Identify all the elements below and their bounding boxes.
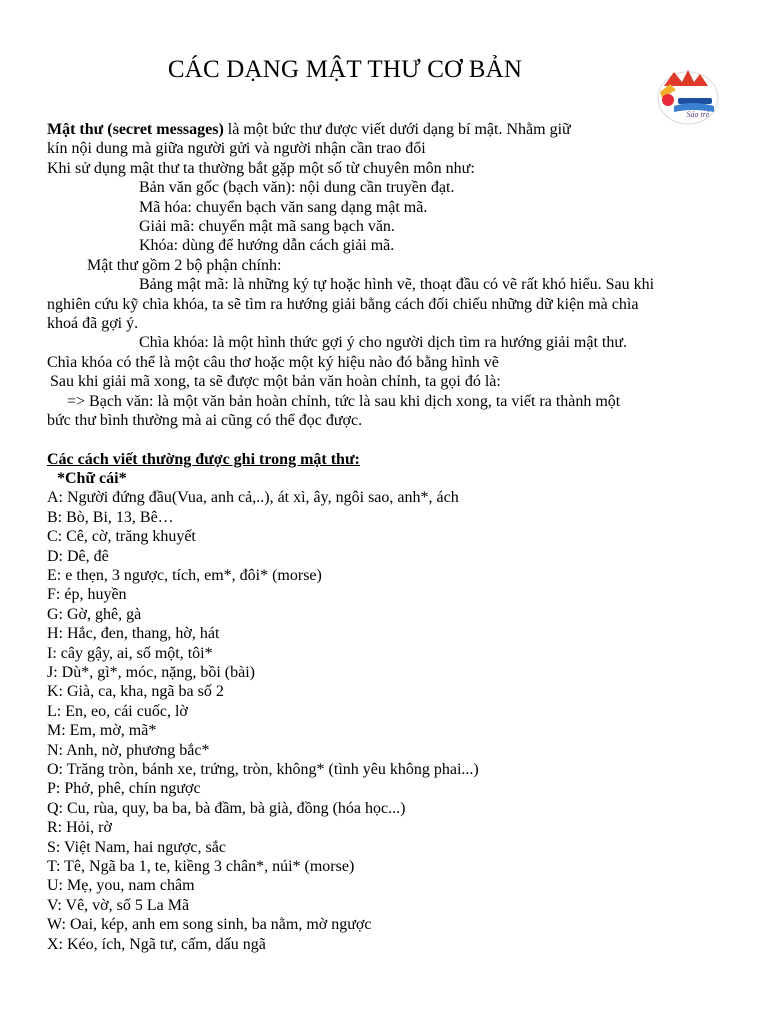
list-item: I: cây gậy, ai, số một, tôi* [47, 644, 213, 662]
intro-line-1: Mật thư (secret messages) là một bức thư được viết dưới dạng bí mật. Nhằm giữ [47, 121, 571, 138]
list-item: B: Bò, Bi, 13, Bê… [47, 508, 174, 526]
list-item: T: Tê, Ngã ba 1, te, kiềng 3 chân*, núi* (morse) [47, 858, 355, 876]
list-item: J: Dù*, gì*, móc, nặng, bồi (bài) [47, 663, 255, 681]
definition-original-text: Bản văn gốc (bạch văn): nội dung cần truyền đạt. [139, 179, 455, 197]
intro-term: Mật thư (secret messages) [47, 121, 224, 138]
intro-line-2: kín nội dung mà giữa người gửi và người nhận cần trao đổi [47, 140, 426, 158]
part-cipher-table-b: nghiên cứu kỹ chìa khóa, ta sẽ tìm ra hướng giải bằng cách đối chiếu những dữ kiện mà chìa [47, 295, 639, 313]
list-item: H: Hắc, đen, thang, hờ, hát [47, 625, 220, 643]
result-line-b: bức thư bình thường mà ai cũng có thể đọc được. [47, 412, 363, 430]
list-item: N: Anh, nờ, phương bắc* [47, 741, 210, 759]
list-item: V: Vê, vờ, số 5 La Mã [47, 896, 190, 914]
after-decode: Sau khi giải mã xong, ta sẽ được một bản văn hoàn chỉnh, ta gọi đó là: [50, 373, 501, 391]
logo-caption: Sáo trẻ [686, 110, 710, 119]
list-item: X: Kéo, ích, Ngã tư, cấm, dấu ngã [47, 935, 266, 953]
result-line-a: => Bạch văn: là một văn bản hoàn chỉnh, tức là sau khi dịch xong, ta viết ra thành một [67, 392, 621, 410]
list-item: P: Phở, phê, chín ngược [47, 780, 201, 798]
intro-line-3: Khi sử dụng mật thư ta thường bắt gặp một số từ chuyên môn như: [47, 159, 475, 177]
key-note: Chìa khóa có thể là một câu thơ hoặc một ký hiệu nào đó bằng hình vẽ [47, 353, 499, 371]
list-item: L: En, eo, cái cuốc, lờ [47, 702, 188, 720]
list-item: R: Hỏi, rờ [47, 819, 112, 837]
list-item: G: Gờ, ghê, gà [47, 605, 142, 623]
section-heading: Các cách viết thường được ghi trong mật thư: [47, 450, 360, 468]
list-item: K: Già, ca, kha, ngã ba số 2 [47, 683, 224, 701]
list-item: W: Oai, kép, anh em song sinh, ba nằm, mờ ngược [47, 916, 372, 934]
definition-decode: Giải mã: chuyển mật mã sang bạch văn. [139, 218, 395, 236]
logo [648, 64, 724, 128]
list-item: D: Dê, đê [47, 547, 109, 565]
list-item: A: Người đứng đầu(Vua, anh cả,..), át xì, ây, ngôi sao, anh*, ách [47, 489, 459, 507]
definition-encode: Mã hóa: chuyển bạch văn sang dạng mật mã. [139, 198, 428, 216]
letters-list [47, 488, 747, 954]
list-item: M: Em, mờ, mã* [47, 722, 157, 740]
subheading-letters: *Chữ cái* [57, 469, 127, 487]
document-body [47, 120, 747, 954]
list-item: S: Việt Nam, hai ngược, sắc [47, 838, 226, 856]
list-item: F: ép, huyền [47, 586, 127, 604]
part-cipher-table-a: Bảng mật mã: là những ký tự hoặc hình vẽ, thoạt đầu có vẽ rất khó hiểu. Sau khi [139, 276, 655, 294]
parts-intro: Mật thư gồm 2 bộ phận chính: [87, 256, 282, 274]
list-item: E: e thẹn, 3 ngược, tích, em*, đôi* (morse) [47, 566, 322, 584]
list-item: U: Mẹ, you, nam châm [47, 877, 195, 895]
part-cipher-table-c: khoá đã gợi ý. [47, 315, 139, 333]
definition-key: Khóa: dùng để hướng dẫn cách giải mã. [139, 237, 395, 255]
list-item: Q: Cu, rùa, quy, ba ba, bà đầm, bà già, đồng (hóa học...) [47, 799, 406, 817]
part-key: Chìa khóa: là một hình thức gợi ý cho người dịch tìm ra hướng giải mật thư. [139, 334, 627, 352]
page-title: CÁC DẠNG MẬT THƯ CƠ BẢN [167, 56, 523, 83]
list-item: O: Trăng tròn, bánh xe, trứng, tròn, không* (tình yêu không phai...) [47, 761, 479, 778]
list-item: C: Cê, cờ, trăng khuyết [47, 528, 196, 546]
